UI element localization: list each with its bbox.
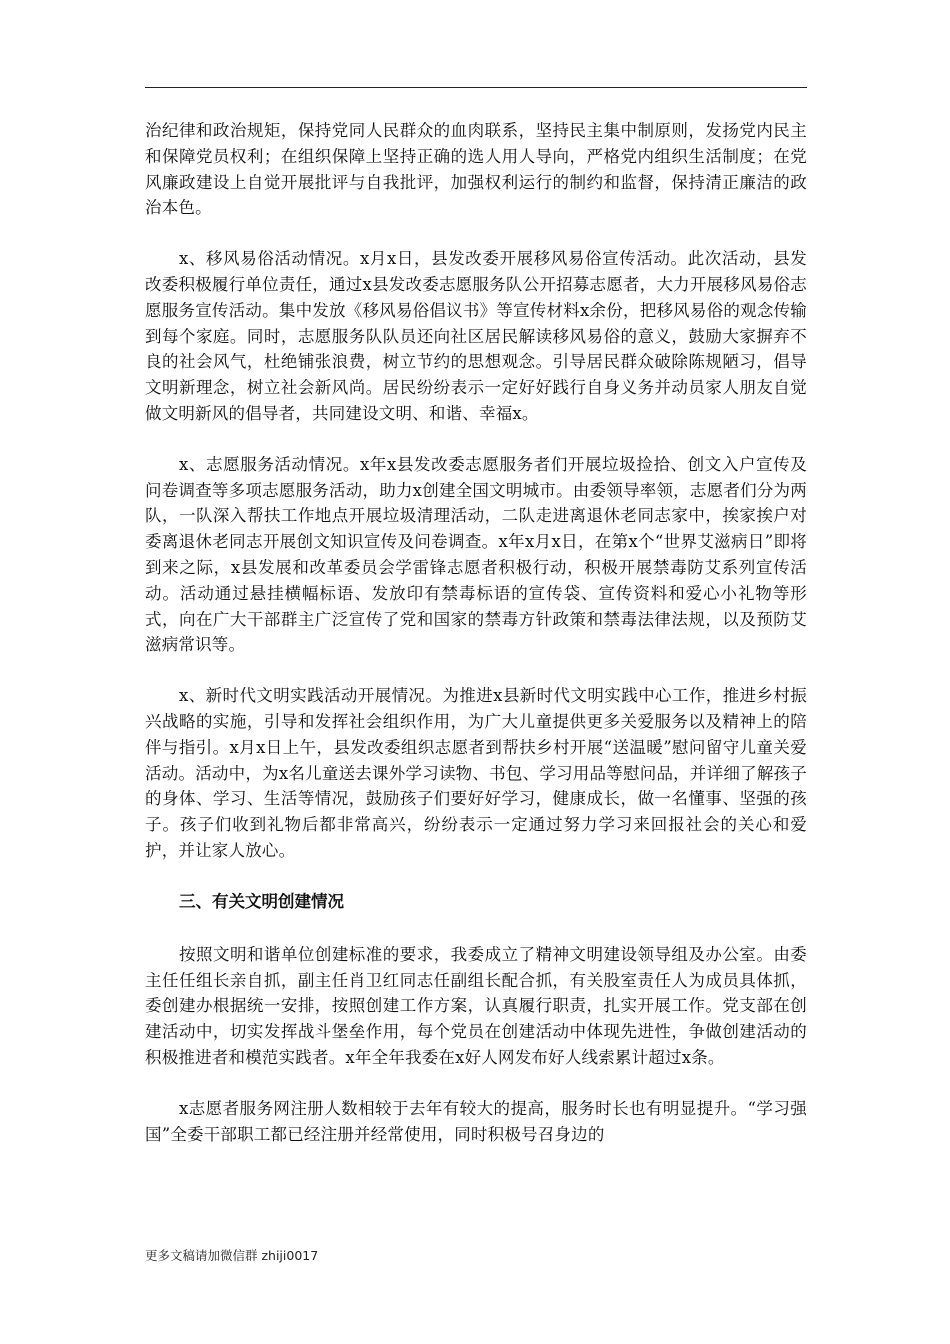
paragraph-continuation: 治纪律和政治规矩，保持党同人民群众的血肉联系，坚持民主集中制原则，发扬党内民主和保障党员权利；在组织保障上坚持正确的选人用人导向，严格党内组织生活制度；在党风廉政建设上自觉开展批评与自我批评，加强权利运行的制约和监督，保持清正廉洁的政治本色。 — [145, 121, 807, 218]
paragraph-customs-reform: x、移风易俗活动情况。x月x日，县发改委开展移风易俗宣传活动。此次活动，县发改委积极履行单位责任，通过x县发改委志愿服务队公开招募志愿者，大力开展移风易俗志愿服务宣传活动。集中发放《移风易俗倡议书》等宣传材料x余份，把移风易俗的观念传输到每个家庭。同时，志愿服务队队员还向社区居民解读移风易俗的意义，鼓励大家摒弃不良的社会风气，杜绝铺张浪费，树立节约的思想观念。引导居民群众破除陈规陋习，倡导文明新理念，树立社会新风尚。居民纷纷表示一定好好践行自身义务并动员家人朋友自觉做文明新风的倡导者，共同建设文明、和谐、幸福x。 — [145, 249, 807, 423]
paragraph-volunteer-registration: x志愿者服务网注册人数相较于去年有较大的提高，服务时长也有明显提升。“学习强国”全委干部职工都已经注册并经常使用，同时积极号召身边的 — [145, 1098, 807, 1144]
paragraph-civilization-creation: 按照文明和谐单位创建标准的要求，我委成立了精神文明建设领导组及办公室。由委主任任组长亲自抓，副主任肖卫红同志任副组长配合抓，有关股室责任人为成员具体抓，委创建办根据统一安排，按照创建工作方案，认真履行职责，扎实开展工作。党支部在创建活动中，切实发挥战斗堡垒作用，每个党员在创建活动中体现先进性，争做创建活动的积极推进者和模范实践者。x年全年我委在x好人网发布好人线索累计超过x条。 — [145, 944, 807, 1067]
paragraph-civilization-practice: x、新时代文明实践活动开展情况。为推进x县新时代文明实践中心工作，推进乡村振兴战略的实施，引导和发挥社会组织作用，为广大儿童提供更多关爱服务以及精神上的陪伴与指引。x月x日上午，县发改委组织志愿者到帮扶乡村开展“送温暖”慰问留守儿童关爱活动。活动中，为x名儿童送去课外学习读物、书包、学习用品等慰问品，并详细了解孩子的身体、学习、生活等情况，鼓励孩子们要好好学习，健康成长，做一名懂事、坚强的孩子。孩子们收到礼物后都非常高兴，纷纷表示一定通过努力学习来回报社会的关心和爱护，并让家人放心。 — [145, 686, 807, 860]
section-heading: 三、有关文明创建情况 — [179, 891, 344, 911]
document-body — [145, 118, 807, 1172]
page-footer: 更多文稿请加微信群 zhiji0017 — [145, 1248, 319, 1263]
header-rule — [145, 87, 807, 88]
paragraph-volunteer-service: x、志愿服务活动情况。x年x县发改委志愿服务者们开展垃圾捡拾、创文入户宣传及问卷调查等多项志愿服务活动，助力x创建全国文明城市。由委领导率领，志愿者们分为两队，一队深入帮扶工作地点开展垃圾清理活动，二队走进离退休老同志家中，挨家挨户对委离退休老同志开展创文知识宣传及问卷调查。x年x月x日，在第x个“世界艾滋病日”即将到来之际，x县发展和改革委员会学雷锋志愿者积极行动，积极开展禁毒防艾系列宣传活动。活动通过悬挂横幅标语、发放印有禁毒标语的宣传袋、宣传资料和爱心小礼物等形式，向在广大干部群主广泛宣传了党和国家的禁毒方针政策和禁毒法律法规，以及预防艾滋病常识等。 — [145, 454, 807, 655]
